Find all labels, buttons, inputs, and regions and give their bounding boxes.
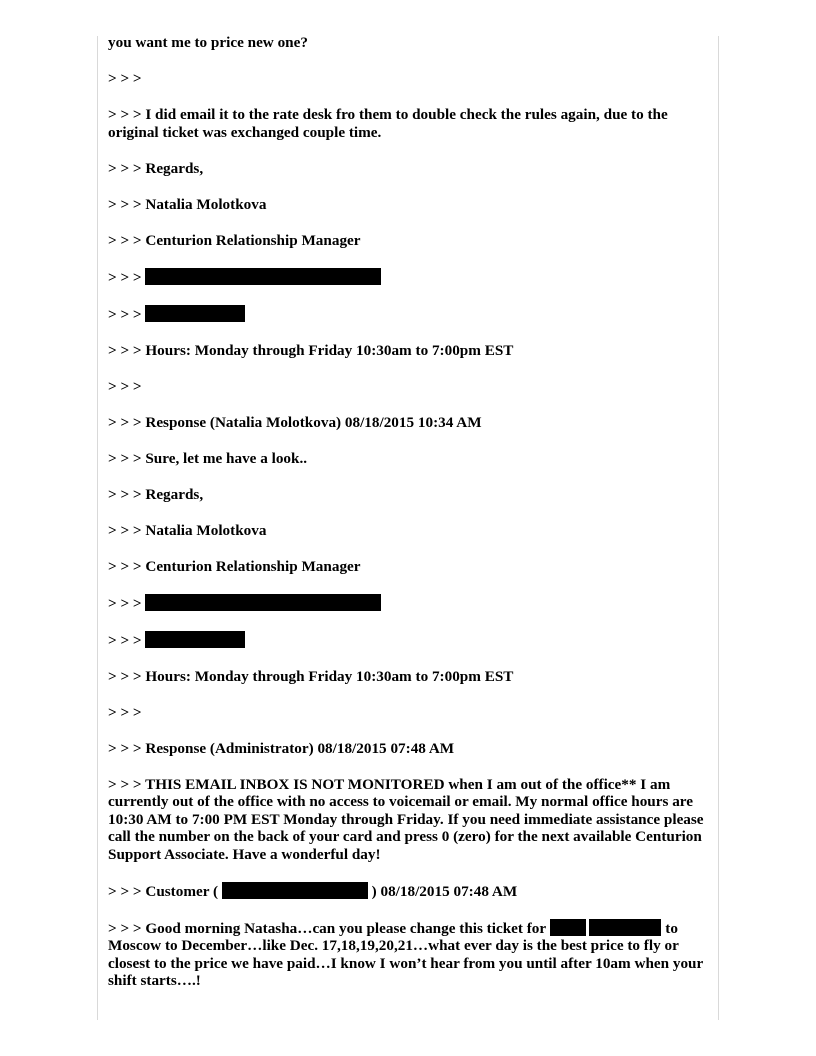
email-line: > > > Hours: Monday through Friday 10:30am to 7:00pm EST bbox=[108, 667, 514, 685]
redaction-block bbox=[589, 919, 661, 936]
message-text-end: to Moscow to December…like Dec. 17,18,19,20,21…what ever day is the best price to fly or closest to the price we have paid…I know I won’t hear from you until after 10am when your shift starts….! bbox=[108, 919, 703, 989]
redaction-block bbox=[145, 631, 245, 648]
customer-prefix: > > > Customer ( bbox=[108, 882, 219, 900]
quote-prefix: > > > bbox=[108, 594, 142, 612]
email-line: > > > Hours: Monday through Friday 10:30am to 7:00pm EST bbox=[108, 341, 514, 359]
email-line: > > > Centurion Relationship Manager bbox=[108, 557, 361, 575]
quote-prefix: > > > bbox=[108, 268, 142, 286]
email-line-redacted bbox=[108, 882, 704, 901]
redaction-block bbox=[145, 594, 381, 611]
email-line: > > > bbox=[108, 703, 142, 721]
page-border-right bbox=[718, 36, 719, 1020]
email-paragraph: > > > I did email it to the rate desk fro them to double check the rules again, due to the original ticket was exchanged couple time. bbox=[108, 106, 668, 141]
redaction-block bbox=[145, 305, 245, 322]
email-line: > > > Sure, let me have a look.. bbox=[108, 449, 308, 467]
email-line: > > > Centurion Relationship Manager bbox=[108, 231, 361, 249]
email-line: you want me to price new one? bbox=[108, 34, 308, 51]
email-paragraph: > > > THIS EMAIL INBOX IS NOT MONITORED when I am out of the office** I am currently out of the office with no access to voicemail or email. My normal office hours are 10:30 AM to 7:00 PM EST Monday through Friday. If you need immediate assistance please call the number on the back of your card and press 0 (zero) for the next available Centurion Support Associate. Have a wonderful day! bbox=[108, 775, 704, 863]
email-line-redacted bbox=[108, 268, 704, 287]
email-line: > > > Natalia Molotkova bbox=[108, 521, 267, 539]
email-line: > > > Regards, bbox=[108, 159, 204, 177]
email-line: > > > Response (Administrator) 08/18/2015 07:48 AM bbox=[108, 739, 455, 757]
quote-prefix: > > > bbox=[108, 631, 142, 649]
email-thread bbox=[108, 34, 704, 1008]
email-line: > > > bbox=[108, 377, 142, 395]
message-text-start: > > > Good morning Natasha…can you please change this ticket for bbox=[108, 919, 546, 937]
redaction-block bbox=[145, 268, 381, 285]
email-line: > > > bbox=[108, 70, 142, 87]
customer-timestamp: ) 08/18/2015 07:48 AM bbox=[371, 882, 518, 900]
email-line-redacted bbox=[108, 594, 704, 613]
redaction-block bbox=[222, 882, 368, 899]
email-line: > > > Natalia Molotkova bbox=[108, 195, 267, 213]
redaction-block bbox=[550, 919, 586, 936]
email-line-redacted bbox=[108, 631, 704, 650]
page-border-left bbox=[97, 36, 98, 1020]
quote-prefix: > > > bbox=[108, 305, 142, 323]
email-line: > > > Regards, bbox=[108, 485, 204, 503]
email-line: > > > Response (Natalia Molotkova) 08/18/2015 10:34 AM bbox=[108, 413, 482, 431]
email-line-redacted bbox=[108, 305, 704, 324]
email-paragraph-redacted bbox=[108, 919, 704, 990]
